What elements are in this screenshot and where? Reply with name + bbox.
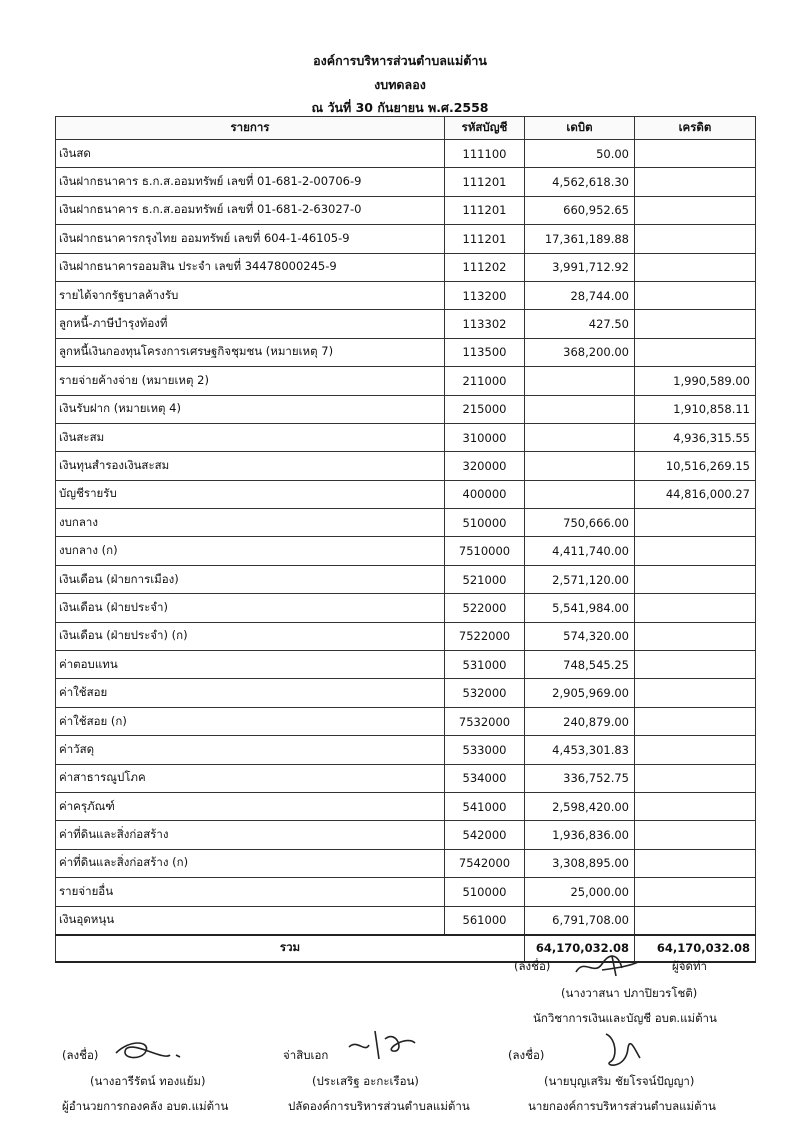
credit-amount [635, 594, 756, 622]
total-row [56, 935, 756, 962]
credit-amount [635, 792, 756, 820]
account-name: ค่าที่ดินและสิ่งก่อสร้าง (ก) [56, 849, 445, 877]
table-row [56, 679, 756, 707]
table-row [56, 480, 756, 508]
account-code: 521000 [445, 565, 525, 593]
account-code: 522000 [445, 594, 525, 622]
debit-amount: 427.50 [525, 310, 635, 338]
total-credit: 64,170,032.08 [635, 935, 756, 962]
credit-amount: 4,936,315.55 [635, 423, 756, 451]
account-name: งบกลาง (ก) [56, 537, 445, 565]
credit-amount: 44,816,000.27 [635, 480, 756, 508]
debit-amount: 6,791,708.00 [525, 906, 635, 935]
account-code: 510000 [445, 509, 525, 537]
account-name: ลูกหนี้-ภาษีบำรุงท้องที่ [56, 310, 445, 338]
table-row [56, 253, 756, 281]
credit-amount [635, 821, 756, 849]
account-name: ค่าครุภัณฑ์ [56, 792, 445, 820]
account-code: 542000 [445, 821, 525, 849]
table-row [56, 338, 756, 366]
account-name: ค่าที่ดินและสิ่งก่อสร้าง [56, 821, 445, 849]
credit-amount: 10,516,269.15 [635, 452, 756, 480]
table-row [56, 196, 756, 224]
account-code: 533000 [445, 736, 525, 764]
account-code: 113302 [445, 310, 525, 338]
table-row [56, 736, 756, 764]
debit-amount: 25,000.00 [525, 878, 635, 906]
account-code: 113200 [445, 281, 525, 309]
table-row [56, 906, 756, 935]
account-code: 541000 [445, 792, 525, 820]
credit-amount [635, 707, 756, 735]
debit-amount: 28,744.00 [525, 281, 635, 309]
chief-name: (นายบุญเสริม ชัยโรจน์ปัญญา) [544, 1074, 695, 1088]
account-code: 7522000 [445, 622, 525, 650]
finance-director-signature [110, 1035, 190, 1065]
table-row [56, 707, 756, 735]
total-label: รวม [56, 935, 525, 962]
debit-amount: 336,752.75 [525, 764, 635, 792]
table-row [56, 281, 756, 309]
table-row [56, 565, 756, 593]
credit-amount [635, 225, 756, 253]
credit-amount [635, 764, 756, 792]
table-row [56, 537, 756, 565]
table-row [56, 395, 756, 423]
finance-director-name: (นางอารีรัตน์ ทองแย้ม) [90, 1074, 206, 1088]
credit-amount [635, 509, 756, 537]
credit-amount [635, 679, 756, 707]
debit-amount: 3,991,712.92 [525, 253, 635, 281]
account-name: ค่าใช้สอย (ก) [56, 707, 445, 735]
account-name: เงินเดือน (ฝ่ายการเมือง) [56, 565, 445, 593]
table-row [56, 168, 756, 196]
chief-signature [596, 1028, 646, 1072]
trial-balance-table [55, 116, 756, 963]
debit-amount: 4,411,740.00 [525, 537, 635, 565]
account-code: 215000 [445, 395, 525, 423]
account-code: 7532000 [445, 707, 525, 735]
deputy-signature [345, 1025, 425, 1061]
debit-amount: 240,879.00 [525, 707, 635, 735]
debit-amount: 3,308,895.00 [525, 849, 635, 877]
table-row [56, 878, 756, 906]
account-code: 532000 [445, 679, 525, 707]
total-debit: 64,170,032.08 [525, 935, 635, 962]
debit-amount [525, 367, 635, 395]
account-name: เงินเดือน (ฝ่ายประจำ) [56, 594, 445, 622]
column-header-debit: เดบิต [525, 117, 635, 140]
credit-amount [635, 338, 756, 366]
account-name: ค่าใช้สอย [56, 679, 445, 707]
account-name: เงินสด [56, 140, 445, 168]
table-row [56, 594, 756, 622]
account-code: 534000 [445, 764, 525, 792]
debit-amount [525, 423, 635, 451]
account-code: 111201 [445, 196, 525, 224]
debit-amount: 1,936,836.00 [525, 821, 635, 849]
preparer-role: ผู้จัดทำ [672, 959, 707, 973]
credit-amount [635, 906, 756, 935]
account-code: 211000 [445, 367, 525, 395]
preparer-sign-prefix: (ลงชื่อ) [514, 959, 551, 973]
credit-amount [635, 253, 756, 281]
credit-amount [635, 651, 756, 679]
account-name: เงินฝากธนาคารกรุงไทย ออมทรัพย์ เลขที่ 604-1-46105-9 [56, 225, 445, 253]
account-name: เงินเดือน (ฝ่ายประจำ) (ก) [56, 622, 445, 650]
column-header-code: รหัสบัญชี [445, 117, 525, 140]
account-code: 111100 [445, 140, 525, 168]
account-name: ค่าตอบแทน [56, 651, 445, 679]
credit-amount [635, 537, 756, 565]
table-row [56, 849, 756, 877]
debit-amount [525, 480, 635, 508]
account-code: 111201 [445, 225, 525, 253]
debit-amount: 2,905,969.00 [525, 679, 635, 707]
org-title: องค์การบริหารส่วนตำบลแม่ต้าน [313, 53, 487, 68]
credit-amount [635, 565, 756, 593]
column-header-credit: เครดิต [635, 117, 756, 140]
account-code: 111202 [445, 253, 525, 281]
deputy-rank: จ่าสิบเอก [283, 1048, 329, 1062]
table-header-row [56, 117, 756, 140]
account-name: รายจ่ายค้างจ่าย (หมายเหตุ 2) [56, 367, 445, 395]
account-code: 111201 [445, 168, 525, 196]
chief-sign-prefix: (ลงชื่อ) [508, 1048, 545, 1062]
account-code: 7542000 [445, 849, 525, 877]
debit-amount [525, 452, 635, 480]
credit-amount [635, 622, 756, 650]
debit-amount: 17,361,189.88 [525, 225, 635, 253]
account-code: 561000 [445, 906, 525, 935]
account-name: รายได้จากรัฐบาลค้างรับ [56, 281, 445, 309]
deputy-position: ปลัดองค์การบริหารส่วนตำบลแม่ต้าน [288, 1099, 470, 1113]
debit-amount: 5,541,984.00 [525, 594, 635, 622]
table-row [56, 821, 756, 849]
credit-amount: 1,910,858.11 [635, 395, 756, 423]
debit-amount [525, 395, 635, 423]
account-code: 320000 [445, 452, 525, 480]
deputy-name: (ประเสริฐ อะกะเรือน) [312, 1074, 419, 1088]
table-row [56, 310, 756, 338]
account-code: 7510000 [445, 537, 525, 565]
column-header-item: รายการ [56, 117, 445, 140]
account-name: ลูกหนี้เงินกองทุนโครงการเศรษฐกิจชุมชน (หมายเหตุ 7) [56, 338, 445, 366]
table-row [56, 622, 756, 650]
debit-amount: 4,562,618.30 [525, 168, 635, 196]
table-row [56, 792, 756, 820]
table-row [56, 367, 756, 395]
credit-amount [635, 878, 756, 906]
table-row [56, 452, 756, 480]
account-name: เงินฝากธนาคาร ธ.ก.ส.ออมทรัพย์ เลขที่ 01-681-2-63027-0 [56, 196, 445, 224]
chief-position: นายกองค์การบริหารส่วนตำบลแม่ต้าน [528, 1099, 716, 1113]
debit-amount: 4,453,301.83 [525, 736, 635, 764]
debit-amount: 50.00 [525, 140, 635, 168]
debit-amount: 574,320.00 [525, 622, 635, 650]
as-of-date: ณ วันที่ 30 กันยายน พ.ศ.2558 [311, 100, 489, 115]
table-row [56, 764, 756, 792]
table-row [56, 225, 756, 253]
account-name: เงินสะสม [56, 423, 445, 451]
finance-director-position: ผู้อำนวยการกองคลัง อบต.แม่ต้าน [62, 1099, 229, 1113]
credit-amount [635, 736, 756, 764]
finance-sign-prefix: (ลงชื่อ) [62, 1048, 99, 1062]
account-name: เงินทุนสำรองเงินสะสม [56, 452, 445, 480]
account-code: 400000 [445, 480, 525, 508]
credit-amount [635, 168, 756, 196]
account-name: เงินฝากธนาคารออมสิน ประจำ เลขที่ 34478000245-9 [56, 253, 445, 281]
account-code: 531000 [445, 651, 525, 679]
account-name: บัญชีรายรับ [56, 480, 445, 508]
preparer-name: (นางวาสนา ปภาปิยวรโชติ) [561, 986, 698, 1000]
debit-amount: 2,598,420.00 [525, 792, 635, 820]
debit-amount: 748,545.25 [525, 651, 635, 679]
account-name: รายจ่ายอื่น [56, 878, 445, 906]
account-code: 510000 [445, 878, 525, 906]
preparer-signature [572, 950, 642, 980]
account-name: เงินรับฝาก (หมายเหตุ 4) [56, 395, 445, 423]
account-name: งบกลาง [56, 509, 445, 537]
debit-amount: 2,571,120.00 [525, 565, 635, 593]
account-code: 310000 [445, 423, 525, 451]
account-name: ค่าสาธารณูปโภค [56, 764, 445, 792]
debit-amount: 368,200.00 [525, 338, 635, 366]
table-row [56, 423, 756, 451]
table-row [56, 140, 756, 168]
account-name: เงินอุดหนุน [56, 906, 445, 935]
table-row [56, 509, 756, 537]
table-row [56, 651, 756, 679]
account-code: 113500 [445, 338, 525, 366]
credit-amount: 1,990,589.00 [635, 367, 756, 395]
credit-amount [635, 196, 756, 224]
credit-amount [635, 140, 756, 168]
credit-amount [635, 849, 756, 877]
document-title: งบทดลอง [374, 77, 426, 92]
account-name: ค่าวัสดุ [56, 736, 445, 764]
debit-amount: 660,952.65 [525, 196, 635, 224]
credit-amount [635, 310, 756, 338]
credit-amount [635, 281, 756, 309]
debit-amount: 750,666.00 [525, 509, 635, 537]
preparer-position: นักวิชาการเงินและบัญชี อบต.แม่ต้าน [533, 1011, 717, 1025]
account-name: เงินฝากธนาคาร ธ.ก.ส.ออมทรัพย์ เลขที่ 01-681-2-00706-9 [56, 168, 445, 196]
